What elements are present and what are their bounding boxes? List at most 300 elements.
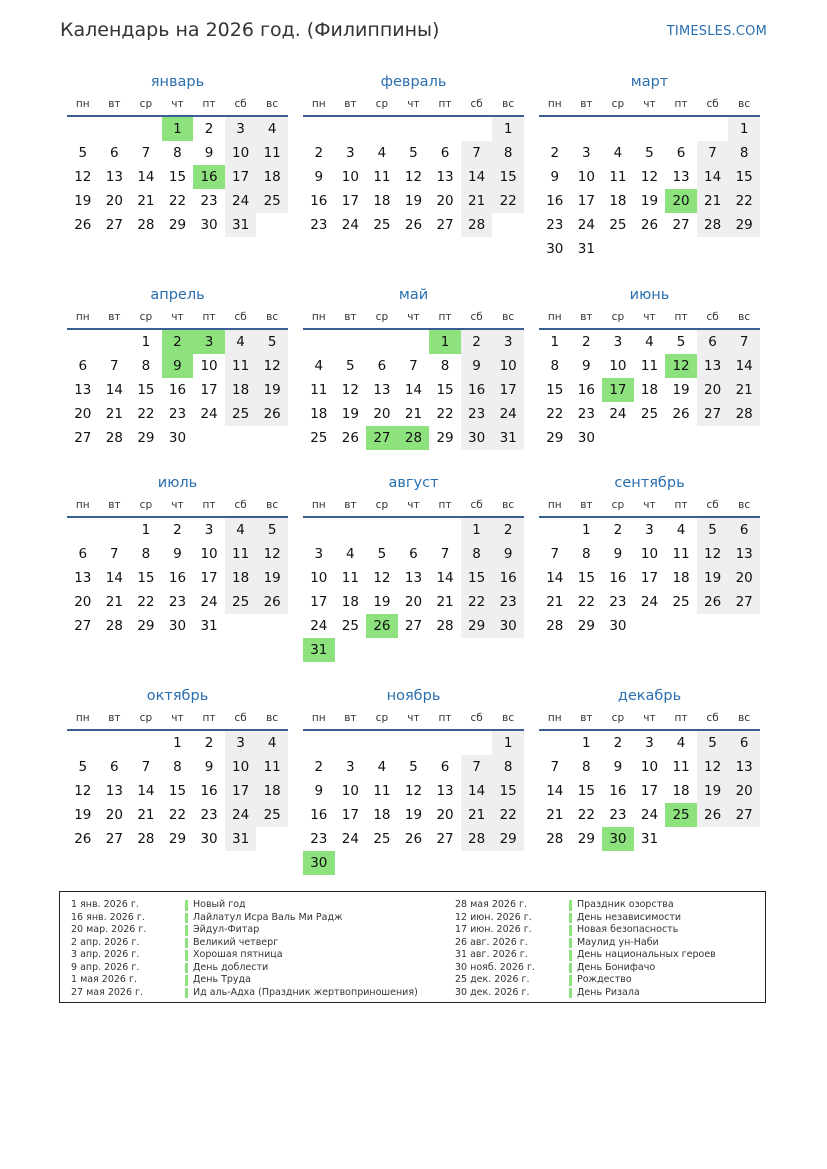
- day-cell[interactable]: 17: [200, 570, 218, 586]
- day-cell[interactable]: 17: [310, 594, 328, 610]
- day-cell[interactable]: 10: [341, 169, 359, 185]
- day-cell[interactable]: 25: [256, 803, 288, 827]
- day-cell[interactable]: 6: [697, 330, 729, 354]
- day-cell[interactable]: 11: [225, 542, 257, 566]
- day-cell[interactable]: 6: [409, 546, 418, 562]
- day-cell[interactable]: 13: [436, 783, 454, 799]
- day-cell[interactable]: 3: [582, 145, 591, 161]
- day-cell[interactable]: 16: [609, 570, 627, 586]
- day-cell[interactable]: 14: [137, 169, 155, 185]
- day-cell[interactable]: 8: [582, 546, 591, 562]
- site-link[interactable]: TIMESLES.COM: [666, 24, 767, 39]
- day-cell[interactable]: 7: [461, 141, 493, 165]
- day-cell[interactable]: 21: [137, 193, 155, 209]
- day-cell[interactable]: 21: [461, 189, 493, 213]
- day-cell[interactable]: 20: [697, 378, 729, 402]
- day-cell[interactable]: 2: [613, 735, 623, 751]
- day-cell[interactable]: 13: [105, 169, 123, 185]
- day-cell[interactable]: 3: [204, 522, 214, 538]
- day-cell[interactable]: 8: [141, 358, 151, 374]
- day-cell[interactable]: 23: [609, 594, 627, 610]
- day-cell[interactable]: 1: [141, 334, 151, 350]
- day-cell[interactable]: 24: [341, 217, 359, 233]
- day-cell[interactable]: 5: [256, 330, 288, 354]
- day-cell[interactable]: 28: [137, 217, 155, 233]
- day-cell[interactable]: 11: [640, 358, 659, 374]
- day-cell[interactable]: 17: [640, 783, 659, 799]
- day-cell[interactable]: 1: [728, 117, 760, 141]
- day-cell[interactable]: 24: [577, 217, 595, 233]
- day-cell[interactable]: 19: [256, 566, 288, 590]
- day-cell[interactable]: 18: [640, 382, 659, 398]
- day-cell[interactable]: 20: [373, 406, 391, 422]
- day-cell[interactable]: 7: [461, 755, 493, 779]
- day-cell[interactable]: 16: [461, 378, 493, 402]
- day-cell[interactable]: 30: [546, 241, 564, 257]
- day-cell[interactable]: 6: [78, 358, 88, 374]
- day-cell-holiday[interactable]: 12: [665, 354, 697, 378]
- day-cell[interactable]: 31: [225, 213, 257, 237]
- day-cell[interactable]: 12: [74, 169, 92, 185]
- day-cell[interactable]: 9: [204, 759, 214, 775]
- day-cell[interactable]: 4: [613, 145, 623, 161]
- day-cell[interactable]: 12: [74, 783, 92, 799]
- day-cell[interactable]: 19: [74, 807, 92, 823]
- day-cell[interactable]: 27: [697, 402, 729, 426]
- day-cell[interactable]: 2: [582, 334, 591, 350]
- day-cell[interactable]: 28: [546, 618, 564, 634]
- day-cell[interactable]: 28: [461, 213, 493, 237]
- day-cell-holiday[interactable]: 25: [665, 803, 697, 827]
- day-cell[interactable]: 17: [640, 570, 659, 586]
- day-cell[interactable]: 16: [310, 807, 328, 823]
- day-cell[interactable]: 14: [404, 382, 423, 398]
- day-cell[interactable]: 11: [256, 755, 288, 779]
- day-cell[interactable]: 12: [256, 354, 288, 378]
- day-cell[interactable]: 9: [173, 546, 182, 562]
- day-cell[interactable]: 15: [168, 169, 187, 185]
- day-cell[interactable]: 3: [225, 731, 257, 755]
- day-cell[interactable]: 10: [200, 546, 218, 562]
- day-cell[interactable]: 4: [225, 330, 257, 354]
- day-cell[interactable]: 13: [436, 169, 454, 185]
- day-cell[interactable]: 12: [256, 542, 288, 566]
- day-cell[interactable]: 23: [577, 406, 595, 422]
- day-cell[interactable]: 26: [697, 803, 729, 827]
- day-cell-holiday[interactable]: 27: [366, 426, 398, 450]
- day-cell[interactable]: 26: [341, 430, 359, 446]
- day-cell[interactable]: 31: [577, 241, 595, 257]
- day-cell[interactable]: 1: [550, 334, 560, 350]
- day-cell[interactable]: 15: [137, 382, 155, 398]
- day-cell[interactable]: 29: [137, 618, 155, 634]
- day-cell[interactable]: 16: [577, 382, 595, 398]
- day-cell-holiday[interactable]: 16: [193, 165, 225, 189]
- day-cell[interactable]: 23: [168, 406, 187, 422]
- day-cell[interactable]: 5: [697, 518, 729, 542]
- day-cell[interactable]: 11: [310, 382, 328, 398]
- day-cell[interactable]: 7: [550, 546, 560, 562]
- day-cell[interactable]: 19: [404, 807, 423, 823]
- day-cell[interactable]: 25: [310, 430, 328, 446]
- day-cell[interactable]: 27: [436, 831, 454, 847]
- day-cell[interactable]: 2: [461, 330, 493, 354]
- day-cell[interactable]: 29: [168, 831, 187, 847]
- day-cell[interactable]: 9: [613, 759, 623, 775]
- day-cell[interactable]: 24: [225, 189, 257, 213]
- day-cell[interactable]: 18: [225, 566, 257, 590]
- day-cell[interactable]: 28: [137, 831, 155, 847]
- day-cell[interactable]: 20: [105, 807, 123, 823]
- day-cell[interactable]: 9: [492, 542, 524, 566]
- day-cell[interactable]: 2: [314, 145, 324, 161]
- day-cell[interactable]: 11: [341, 570, 359, 586]
- day-cell[interactable]: 19: [697, 566, 729, 590]
- day-cell[interactable]: 27: [728, 803, 760, 827]
- day-cell[interactable]: 28: [105, 430, 123, 446]
- day-cell-holiday[interactable]: 26: [366, 614, 398, 638]
- day-cell[interactable]: 6: [440, 145, 450, 161]
- day-cell[interactable]: 29: [137, 430, 155, 446]
- day-cell[interactable]: 2: [204, 735, 214, 751]
- day-cell[interactable]: 13: [74, 382, 92, 398]
- day-cell[interactable]: 5: [346, 358, 355, 374]
- day-cell[interactable]: 22: [728, 189, 760, 213]
- day-cell[interactable]: 11: [225, 354, 257, 378]
- day-cell[interactable]: 27: [74, 618, 92, 634]
- day-cell[interactable]: 10: [640, 759, 659, 775]
- day-cell[interactable]: 25: [373, 831, 391, 847]
- day-cell[interactable]: 26: [256, 402, 288, 426]
- day-cell[interactable]: 23: [609, 807, 627, 823]
- day-cell[interactable]: 1: [582, 522, 591, 538]
- day-cell[interactable]: 18: [373, 807, 391, 823]
- day-cell[interactable]: 8: [141, 546, 151, 562]
- day-cell[interactable]: 2: [613, 522, 623, 538]
- day-cell[interactable]: 17: [492, 378, 524, 402]
- day-cell[interactable]: 3: [346, 145, 355, 161]
- day-cell[interactable]: 22: [492, 803, 524, 827]
- day-cell[interactable]: 4: [256, 731, 288, 755]
- day-cell[interactable]: 15: [492, 165, 524, 189]
- day-cell-holiday[interactable]: 30: [303, 851, 335, 875]
- day-cell[interactable]: 22: [546, 406, 564, 422]
- day-cell[interactable]: 12: [341, 382, 359, 398]
- day-cell[interactable]: 20: [105, 193, 123, 209]
- day-cell[interactable]: 29: [546, 430, 564, 446]
- day-cell[interactable]: 9: [461, 354, 493, 378]
- day-cell[interactable]: 7: [697, 141, 729, 165]
- day-cell[interactable]: 4: [377, 759, 387, 775]
- day-cell-holiday[interactable]: 3: [193, 330, 225, 354]
- day-cell[interactable]: 20: [728, 566, 760, 590]
- day-cell[interactable]: 30: [492, 614, 524, 638]
- day-cell[interactable]: 4: [225, 518, 257, 542]
- day-cell-holiday[interactable]: 30: [602, 827, 634, 851]
- day-cell[interactable]: 8: [582, 759, 591, 775]
- day-cell[interactable]: 7: [110, 358, 119, 374]
- day-cell[interactable]: 21: [436, 594, 454, 610]
- day-cell[interactable]: 24: [492, 402, 524, 426]
- day-cell[interactable]: 24: [640, 807, 659, 823]
- day-cell[interactable]: 30: [200, 831, 218, 847]
- day-cell[interactable]: 26: [404, 831, 423, 847]
- day-cell[interactable]: 15: [577, 783, 595, 799]
- day-cell[interactable]: 14: [728, 354, 760, 378]
- day-cell[interactable]: 8: [728, 141, 760, 165]
- day-cell-holiday[interactable]: 17: [602, 378, 634, 402]
- day-cell[interactable]: 21: [546, 594, 564, 610]
- day-cell[interactable]: 27: [105, 217, 123, 233]
- day-cell[interactable]: 27: [728, 590, 760, 614]
- day-cell[interactable]: 26: [697, 590, 729, 614]
- day-cell[interactable]: 22: [577, 807, 595, 823]
- day-cell[interactable]: 13: [697, 354, 729, 378]
- day-cell[interactable]: 13: [74, 570, 92, 586]
- day-cell[interactable]: 23: [546, 217, 564, 233]
- day-cell[interactable]: 30: [168, 430, 187, 446]
- day-cell[interactable]: 21: [461, 803, 493, 827]
- day-cell[interactable]: 17: [225, 165, 257, 189]
- day-cell[interactable]: 20: [74, 406, 92, 422]
- day-cell[interactable]: 14: [461, 779, 493, 803]
- day-cell[interactable]: 2: [550, 145, 560, 161]
- day-cell[interactable]: 28: [728, 402, 760, 426]
- day-cell[interactable]: 25: [640, 406, 659, 422]
- day-cell[interactable]: 13: [672, 169, 690, 185]
- day-cell[interactable]: 31: [200, 618, 218, 634]
- day-cell[interactable]: 20: [404, 594, 423, 610]
- day-cell[interactable]: 2: [173, 522, 182, 538]
- day-cell[interactable]: 1: [141, 522, 151, 538]
- day-cell[interactable]: 6: [676, 145, 686, 161]
- day-cell[interactable]: 13: [105, 783, 123, 799]
- day-cell[interactable]: 10: [577, 169, 595, 185]
- day-cell[interactable]: 11: [672, 759, 690, 775]
- day-cell[interactable]: 23: [310, 831, 328, 847]
- day-cell[interactable]: 15: [137, 570, 155, 586]
- day-cell[interactable]: 20: [728, 779, 760, 803]
- day-cell[interactable]: 14: [105, 382, 123, 398]
- day-cell[interactable]: 28: [546, 831, 564, 847]
- day-cell[interactable]: 16: [492, 566, 524, 590]
- day-cell[interactable]: 10: [225, 141, 257, 165]
- day-cell[interactable]: 30: [577, 430, 595, 446]
- day-cell[interactable]: 10: [225, 755, 257, 779]
- day-cell[interactable]: 28: [697, 213, 729, 237]
- day-cell[interactable]: 14: [137, 783, 155, 799]
- day-cell[interactable]: 12: [640, 169, 659, 185]
- day-cell[interactable]: 27: [74, 430, 92, 446]
- day-cell[interactable]: 22: [577, 594, 595, 610]
- day-cell[interactable]: 13: [728, 542, 760, 566]
- day-cell[interactable]: 6: [110, 145, 119, 161]
- day-cell[interactable]: 5: [256, 518, 288, 542]
- day-cell[interactable]: 3: [492, 330, 524, 354]
- day-cell[interactable]: 4: [256, 117, 288, 141]
- day-cell-holiday[interactable]: 20: [665, 189, 697, 213]
- day-cell[interactable]: 7: [141, 145, 151, 161]
- day-cell[interactable]: 20: [436, 193, 454, 209]
- day-cell[interactable]: 1: [492, 731, 524, 755]
- day-cell[interactable]: 19: [697, 779, 729, 803]
- day-cell[interactable]: 5: [676, 334, 686, 350]
- day-cell[interactable]: 5: [409, 145, 418, 161]
- day-cell[interactable]: 4: [346, 546, 355, 562]
- day-cell[interactable]: 26: [74, 217, 92, 233]
- day-cell[interactable]: 18: [672, 783, 690, 799]
- day-cell[interactable]: 11: [672, 546, 690, 562]
- day-cell[interactable]: 31: [225, 827, 257, 851]
- day-cell[interactable]: 5: [409, 759, 418, 775]
- day-cell[interactable]: 27: [672, 217, 690, 233]
- day-cell[interactable]: 12: [697, 755, 729, 779]
- day-cell[interactable]: 4: [645, 334, 654, 350]
- day-cell[interactable]: 29: [168, 217, 187, 233]
- day-cell[interactable]: 19: [404, 193, 423, 209]
- day-cell-holiday[interactable]: 2: [162, 330, 194, 354]
- day-cell[interactable]: 21: [546, 807, 564, 823]
- day-cell[interactable]: 7: [141, 759, 151, 775]
- day-cell[interactable]: 21: [137, 807, 155, 823]
- day-cell[interactable]: 25: [225, 402, 257, 426]
- day-cell[interactable]: 29: [436, 430, 454, 446]
- day-cell[interactable]: 21: [404, 406, 423, 422]
- day-cell[interactable]: 1: [492, 117, 524, 141]
- day-cell[interactable]: 14: [105, 570, 123, 586]
- day-cell[interactable]: 25: [672, 594, 690, 610]
- day-cell[interactable]: 7: [550, 759, 560, 775]
- day-cell[interactable]: 7: [409, 358, 418, 374]
- day-cell[interactable]: 1: [173, 735, 182, 751]
- day-cell[interactable]: 9: [314, 783, 324, 799]
- day-cell[interactable]: 19: [640, 193, 659, 209]
- day-cell[interactable]: 3: [346, 759, 355, 775]
- day-cell[interactable]: 13: [728, 755, 760, 779]
- day-cell[interactable]: 22: [168, 807, 187, 823]
- day-cell[interactable]: 24: [310, 618, 328, 634]
- day-cell[interactable]: 18: [609, 193, 627, 209]
- day-cell[interactable]: 15: [546, 382, 564, 398]
- day-cell[interactable]: 9: [550, 169, 560, 185]
- day-cell[interactable]: 22: [461, 590, 493, 614]
- day-cell[interactable]: 13: [373, 382, 391, 398]
- day-cell[interactable]: 6: [110, 759, 119, 775]
- day-cell[interactable]: 24: [341, 831, 359, 847]
- day-cell[interactable]: 23: [200, 193, 218, 209]
- day-cell[interactable]: 25: [341, 618, 359, 634]
- day-cell[interactable]: 27: [105, 831, 123, 847]
- day-cell[interactable]: 5: [377, 546, 387, 562]
- day-cell-holiday[interactable]: 1: [429, 330, 461, 354]
- day-cell[interactable]: 19: [373, 594, 391, 610]
- day-cell[interactable]: 30: [168, 618, 187, 634]
- day-cell[interactable]: 7: [110, 546, 119, 562]
- day-cell[interactable]: 11: [373, 169, 391, 185]
- day-cell[interactable]: 16: [609, 783, 627, 799]
- day-cell[interactable]: 18: [256, 165, 288, 189]
- day-cell[interactable]: 6: [440, 759, 450, 775]
- day-cell[interactable]: 22: [137, 594, 155, 610]
- day-cell[interactable]: 8: [550, 358, 560, 374]
- day-cell[interactable]: 2: [204, 121, 214, 137]
- day-cell[interactable]: 16: [546, 193, 564, 209]
- day-cell[interactable]: 23: [492, 590, 524, 614]
- day-cell[interactable]: 29: [461, 614, 493, 638]
- day-cell[interactable]: 15: [492, 779, 524, 803]
- day-cell[interactable]: 26: [256, 590, 288, 614]
- day-cell[interactable]: 4: [676, 735, 686, 751]
- day-cell[interactable]: 10: [609, 358, 627, 374]
- day-cell[interactable]: 7: [728, 330, 760, 354]
- day-cell[interactable]: 12: [373, 570, 391, 586]
- day-cell[interactable]: 12: [404, 783, 423, 799]
- day-cell[interactable]: 28: [105, 618, 123, 634]
- day-cell[interactable]: 11: [373, 783, 391, 799]
- day-cell[interactable]: 14: [461, 165, 493, 189]
- day-cell[interactable]: 16: [200, 783, 218, 799]
- day-cell[interactable]: 15: [461, 566, 493, 590]
- day-cell[interactable]: 14: [697, 165, 729, 189]
- day-cell[interactable]: 8: [173, 759, 182, 775]
- day-cell[interactable]: 30: [461, 426, 493, 450]
- day-cell[interactable]: 31: [492, 426, 524, 450]
- day-cell[interactable]: 22: [436, 406, 454, 422]
- day-cell[interactable]: 9: [582, 358, 591, 374]
- day-cell[interactable]: 30: [609, 618, 627, 634]
- day-cell[interactable]: 22: [168, 193, 187, 209]
- day-cell[interactable]: 3: [645, 522, 654, 538]
- day-cell[interactable]: 25: [256, 189, 288, 213]
- day-cell[interactable]: 26: [672, 406, 690, 422]
- day-cell[interactable]: 24: [225, 803, 257, 827]
- day-cell[interactable]: 29: [728, 213, 760, 237]
- day-cell[interactable]: 9: [204, 145, 214, 161]
- day-cell[interactable]: 25: [225, 590, 257, 614]
- day-cell[interactable]: 1: [582, 735, 591, 751]
- day-cell[interactable]: 16: [168, 570, 187, 586]
- day-cell[interactable]: 15: [728, 165, 760, 189]
- day-cell[interactable]: 3: [225, 117, 257, 141]
- day-cell[interactable]: 10: [200, 358, 218, 374]
- day-cell[interactable]: 12: [697, 542, 729, 566]
- day-cell[interactable]: 19: [74, 193, 92, 209]
- day-cell[interactable]: 30: [200, 217, 218, 233]
- day-cell[interactable]: 26: [404, 217, 423, 233]
- day-cell[interactable]: 29: [577, 831, 595, 847]
- day-cell[interactable]: 23: [310, 217, 328, 233]
- day-cell[interactable]: 31: [640, 831, 659, 847]
- day-cell[interactable]: 26: [640, 217, 659, 233]
- day-cell[interactable]: 15: [168, 783, 187, 799]
- day-cell[interactable]: 13: [404, 570, 423, 586]
- day-cell[interactable]: 3: [314, 546, 324, 562]
- day-cell[interactable]: 23: [168, 594, 187, 610]
- day-cell[interactable]: 6: [78, 546, 88, 562]
- day-cell[interactable]: 6: [728, 731, 760, 755]
- day-cell[interactable]: 12: [404, 169, 423, 185]
- day-cell[interactable]: 10: [310, 570, 328, 586]
- day-cell[interactable]: 22: [492, 189, 524, 213]
- day-cell[interactable]: 7: [440, 546, 450, 562]
- day-cell[interactable]: 23: [200, 807, 218, 823]
- day-cell[interactable]: 26: [74, 831, 92, 847]
- day-cell[interactable]: 29: [492, 827, 524, 851]
- day-cell[interactable]: 17: [200, 382, 218, 398]
- day-cell[interactable]: 8: [440, 358, 450, 374]
- day-cell[interactable]: 10: [640, 546, 659, 562]
- day-cell[interactable]: 6: [377, 358, 387, 374]
